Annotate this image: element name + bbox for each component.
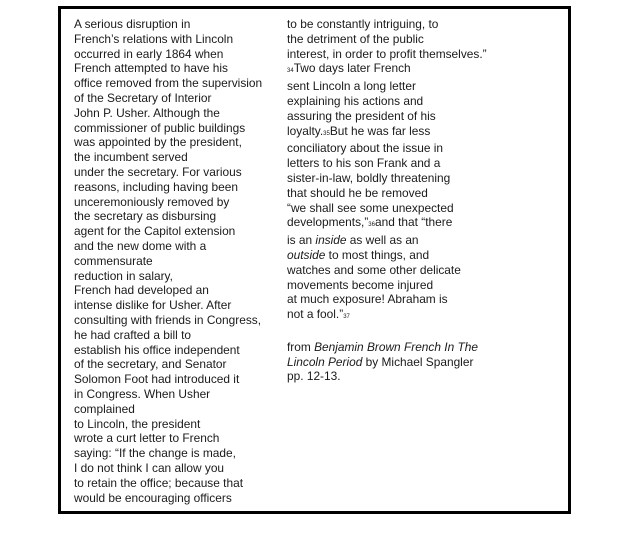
text-line: French’s relations with Lincoln (74, 31, 234, 46)
text-line: and the new dome with a (74, 238, 207, 253)
text-line: at much exposure! Abraham is (287, 292, 448, 307)
text-line: commensurate (74, 253, 153, 268)
text-line: watches and some other delicate (287, 262, 461, 277)
footnote-marker: 34 (287, 68, 294, 75)
text-line: the detriment of the public (287, 31, 424, 46)
text-line: the secretary as disbursing (74, 209, 217, 224)
line-text: loyalty. (287, 123, 324, 138)
text-line: agent for the Capitol extension (74, 224, 236, 239)
text-line: was appointed by the president, (74, 135, 242, 150)
text-line (287, 233, 507, 248)
text-line: reasons, including having been (74, 179, 238, 194)
text-line: French had developed an (74, 283, 209, 298)
text-line: of the Secretary of Interior (74, 90, 212, 105)
emphasis-text: inside (315, 233, 347, 248)
text-line: to Lincoln, the president (74, 416, 201, 431)
document-frame (58, 6, 571, 514)
text-line: saying: “If the change is made, (74, 446, 236, 461)
text-line: “we shall see some unexpected (287, 200, 454, 215)
line-text: not a fool.” (287, 307, 344, 322)
text-line: John P. Usher. Although the (74, 105, 220, 120)
text-line: complained (74, 401, 135, 416)
text-line: would be encouraging officers (74, 490, 232, 505)
text-line: A serious disruption in (74, 17, 191, 31)
text-line: movements become injured (287, 277, 434, 292)
source-citation-line (287, 340, 507, 355)
text-line: French attempted to have his (74, 61, 229, 76)
text-line (287, 307, 507, 325)
text-line: conciliatory about the issue in (287, 141, 443, 156)
text-line: the incumbent served (74, 150, 188, 165)
line-text: developments,” (287, 215, 369, 230)
footnote-marker: 36 (368, 222, 375, 229)
line-text: as well as an (346, 233, 419, 248)
citation-prefix: from (287, 339, 315, 354)
text-line: unceremoniously removed by (74, 194, 230, 209)
footnote-marker: 35 (323, 130, 330, 137)
line-text: to most things, and (325, 247, 430, 262)
citation-author: by Michael Spangler (362, 354, 474, 369)
source-citation-line (287, 355, 507, 370)
text-line: explaining his actions and (287, 93, 424, 108)
text-line (287, 248, 507, 263)
text-line (287, 61, 507, 79)
text-line: he had crafted a bill to (74, 327, 192, 342)
text-line: sister-in-law, boldly threatening (287, 170, 451, 185)
text-line: in Congress. When Usher (74, 386, 211, 401)
text-line: office removed from the supervision (74, 76, 263, 91)
text-line: I do not think I can allow you (74, 460, 225, 475)
text-line: to retain the office; because that (74, 475, 244, 490)
text-line: establish his office independent (74, 342, 240, 357)
text-line (287, 215, 507, 233)
left-column (74, 17, 279, 505)
text-line: of the secretary, and Senator (74, 357, 227, 372)
text-line: Solomon Foot had introduced it (74, 372, 240, 387)
text-line: wrote a curt letter to French (74, 431, 220, 446)
line-text: is an (287, 233, 316, 248)
line-text: But he was far less (329, 123, 431, 138)
line-text: Two days later French (293, 61, 411, 76)
text-line: to be constantly intriguing, to (287, 17, 439, 31)
text-line: under the secretary. For various (74, 164, 242, 179)
text-line: intense dislike for Usher. After (74, 298, 232, 313)
text-line: sent Lincoln a long letter (287, 79, 416, 94)
right-column (287, 17, 507, 384)
paragraph-gap (287, 325, 507, 340)
citation-pages: pp. 12-13. (287, 369, 341, 384)
text-line: letters to his son Frank and a (287, 156, 441, 171)
text-line (287, 124, 507, 142)
text-line: occurred in early 1864 when (74, 46, 224, 61)
text-line: that should he be removed (287, 185, 428, 200)
book-title: Lincoln Period (287, 354, 363, 369)
emphasis-text: outside (287, 247, 326, 262)
text-line: commissioner of public buildings (74, 120, 246, 135)
text-line: interest, in order to profit themselves.” (287, 46, 487, 61)
footnote-marker: 37 (343, 314, 350, 321)
text-line: assuring the president of his (287, 108, 436, 123)
book-title: Benjamin Brown French In The (314, 339, 478, 354)
line-text: and that “there (374, 215, 453, 230)
text-line: reduction in salary, (74, 268, 173, 283)
text-line: consulting with friends in Congress, (74, 312, 262, 327)
